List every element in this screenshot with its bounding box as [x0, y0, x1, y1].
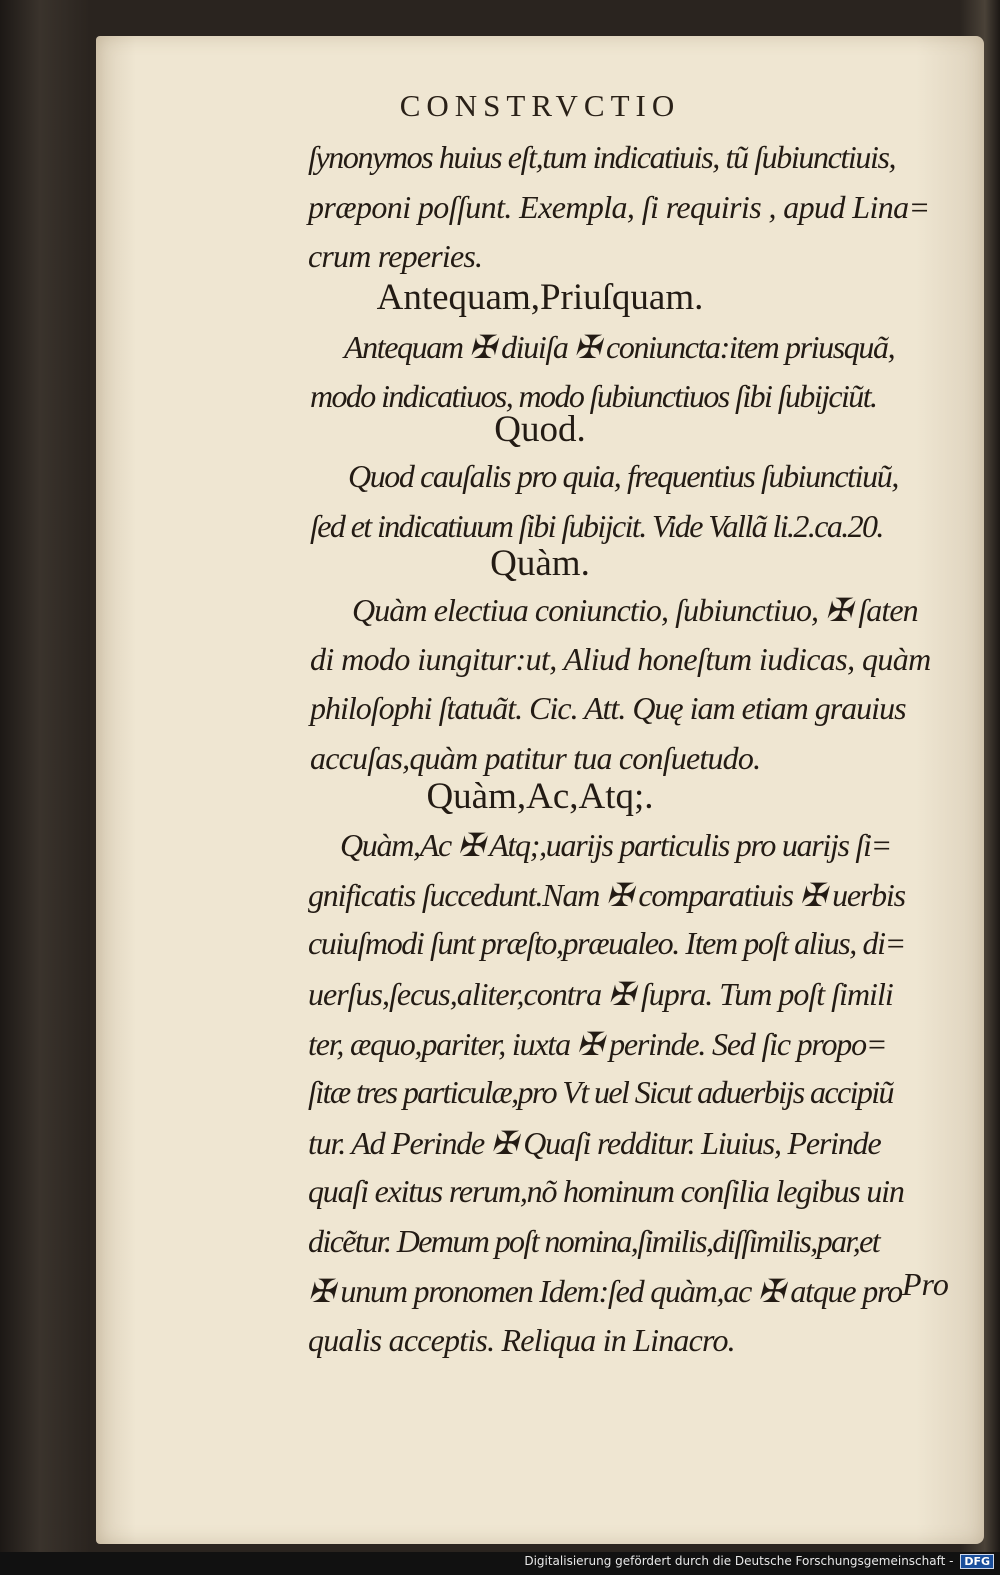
text-line: accuſas,quàm patitur tua conſuetudo. — [310, 740, 761, 776]
text-line: cuiuſmodi ſunt præſto,præualeo. Item poſt alius, di= — [308, 925, 905, 961]
book-page — [96, 36, 984, 1544]
section-heading: Quàm,Ac,Atq;. — [426, 776, 654, 817]
text-line: Quod cauſalis pro quia, frequentius ſubiunctiuũ, — [348, 458, 898, 494]
footer-credit — [524, 1554, 994, 1569]
running-head: CONSTRVCTIO — [399, 88, 681, 123]
text-line: ✠ unum pronomen Idem:ſed quàm,ac ✠ atque pro — [308, 1273, 902, 1309]
text-line: præponi poſſunt. Exempla, ſi requiris , apud Lina= — [308, 189, 930, 225]
text-line: quaſi exitus rerum,nõ hominum conſilia legibus uin — [308, 1173, 904, 1209]
text-line: qualis acceptis. Reliqua in Linacro. — [308, 1322, 735, 1358]
text-line: ſitæ tres particulæ,pro Vt uel Sicut aduerbijs accipiũ — [308, 1074, 893, 1110]
text-line: crum reperies. — [308, 238, 483, 274]
digitization-footer — [0, 1552, 1000, 1575]
text-line: dicẽtur. Demum poſt nomina,ſimilis,diſſimilis,par,et — [308, 1223, 880, 1259]
text-line: uerſus,ſecus,aliter,contra ✠ ſupra. Tum poſt ſimili — [308, 976, 893, 1012]
text-line: Quàm,Ac ✠ Atq;,uarijs particulis pro uarijs ſi= — [340, 827, 891, 863]
section-heading: Antequam,Priuſquam. — [376, 277, 704, 318]
text-line: tur. Ad Perinde ✠ Quaſi redditur. Liuius, Perinde — [308, 1125, 881, 1161]
text-line: di modo iungitur:ut, Aliud honeſtum iudicas, quàm — [310, 641, 931, 677]
text-line: Antequam ✠ diuiſa ✠ coniuncta:item priusquã, — [344, 329, 895, 365]
text-line: gnificatis ſuccedunt.Nam ✠ comparatiuis ✠ uerbis — [308, 877, 905, 913]
text-line: ter, æquo,pariter, iuxta ✠ perinde. Sed ſic propo= — [308, 1026, 887, 1062]
dfg-logo: DFG — [960, 1554, 994, 1569]
text-line: ſed et indicatiuum ſibi ſubijcit. Vide Vallã li.2.ca.20. — [310, 508, 883, 544]
catchword: Pro — [902, 1266, 949, 1302]
footer-credit-text: Digitalisierung gefördert durch die Deutsche Forschungsgemeinschaft - — [524, 1554, 954, 1568]
text-line: modo indicatiuos, modo ſubiunctiuos ſibi ſubijciũt. — [310, 378, 877, 414]
text-line: ſynonymos huius eſt,tum indicatiuis, tũ ſubiunctiuis, — [308, 139, 896, 175]
text-line: philoſophi ſtatuãt. Cic. Att. Quę iam etiam grauius — [310, 690, 906, 726]
text-line: Quàm electiua coniunctio, ſubiunctiuo, ✠ ſaten — [352, 592, 918, 628]
section-heading: Quod. — [494, 409, 586, 450]
section-heading: Quàm. — [490, 543, 590, 584]
